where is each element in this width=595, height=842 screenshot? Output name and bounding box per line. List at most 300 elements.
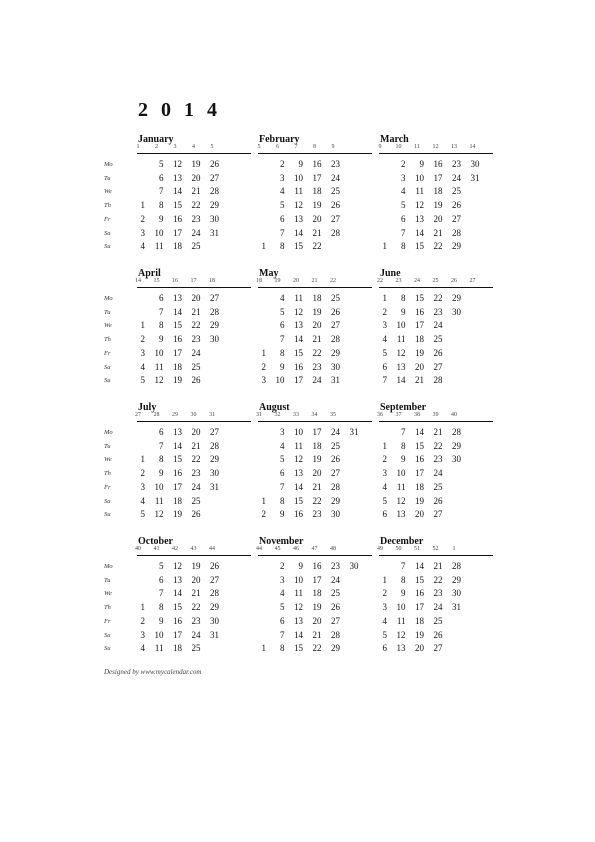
day-cell: 21 <box>312 481 322 492</box>
day-cell: 13 <box>294 615 303 626</box>
day-cell: 19 <box>312 200 322 211</box>
day-cell: 29 <box>210 454 219 465</box>
day-cell: 26 <box>331 454 340 465</box>
day-cell: 5 <box>280 200 285 211</box>
day-cell: 19 <box>415 629 424 640</box>
day-cell: 14 <box>415 427 424 437</box>
day-cell: 21 <box>433 561 443 571</box>
day-cell: 9 <box>401 454 406 465</box>
day-cell: 28 <box>210 440 219 451</box>
day-cell: 13 <box>173 172 182 183</box>
week-number: 31 <box>256 412 262 418</box>
day-cell: 5 <box>140 375 145 386</box>
day-cell: 31 <box>331 375 340 386</box>
day-cell: 17 <box>312 172 322 183</box>
week-number: 13 <box>451 144 457 150</box>
day-cell: 15 <box>173 602 182 613</box>
day-cell: 18 <box>312 293 322 303</box>
day-cell: 18 <box>173 241 182 252</box>
day-cell: 12 <box>154 375 164 386</box>
day-cell: 9 <box>298 159 303 169</box>
day-cell: 11 <box>396 334 406 345</box>
day-cell: 15 <box>415 440 424 451</box>
month-name: February <box>259 134 300 145</box>
day-cell: 23 <box>331 159 340 169</box>
day-cell: 27 <box>433 509 443 520</box>
day-cell: 20 <box>191 293 201 303</box>
day-cell: 7 <box>401 427 406 437</box>
day-cell: 18 <box>312 186 322 197</box>
day-cell: 6 <box>280 213 285 224</box>
month-name: July <box>138 402 157 413</box>
day-cell: 14 <box>294 629 303 640</box>
day-cell: 14 <box>173 588 182 599</box>
day-cell: 13 <box>294 468 303 479</box>
day-cell: 16 <box>415 588 424 599</box>
day-cell: 25 <box>331 186 340 197</box>
day-cell: 19 <box>312 602 322 613</box>
week-number: 9 <box>378 144 382 150</box>
day-cell: 26 <box>433 629 443 640</box>
day-cell: 8 <box>401 440 406 451</box>
day-cell: 2 <box>140 615 145 626</box>
day-cell: 24 <box>312 375 322 386</box>
day-cell: 9 <box>159 468 164 479</box>
week-number: 44 <box>256 546 262 552</box>
day-cell: 22 <box>433 293 443 303</box>
week-number: 18 <box>256 278 262 284</box>
day-cell: 13 <box>173 293 182 303</box>
day-cell: 15 <box>415 241 424 252</box>
day-cell: 27 <box>210 427 219 437</box>
month-name: October <box>138 536 173 547</box>
day-cell: 1 <box>140 602 145 613</box>
day-cell: 2 <box>382 306 387 317</box>
day-cell: 12 <box>154 509 164 520</box>
day-cell: 16 <box>173 468 182 479</box>
day-cell: 27 <box>331 468 340 479</box>
day-cell: 1 <box>140 454 145 465</box>
designer-credit: Designed by www.mycalendar.com <box>104 668 202 676</box>
day-cell: 4 <box>382 481 387 492</box>
day-cell: 25 <box>191 241 201 252</box>
week-number: 51 <box>414 546 420 552</box>
day-cell: 11 <box>294 186 303 197</box>
day-cell: 25 <box>331 588 340 599</box>
day-cell: 29 <box>452 574 461 585</box>
day-cell: 17 <box>173 481 182 492</box>
day-cell: 14 <box>415 561 424 571</box>
day-cell: 22 <box>191 200 201 211</box>
day-cell: 1 <box>261 643 266 654</box>
week-number: 52 <box>432 546 439 552</box>
day-cell: 8 <box>401 241 406 252</box>
day-cell: 18 <box>173 643 182 654</box>
day-cell: 31 <box>210 227 219 238</box>
week-number: 32 <box>274 412 281 418</box>
day-cell: 20 <box>312 320 322 331</box>
day-cell: 13 <box>294 213 303 224</box>
day-cell: 8 <box>159 200 164 211</box>
day-cell: 12 <box>294 306 303 317</box>
day-cell: 29 <box>452 293 461 303</box>
day-cell: 30 <box>210 615 219 626</box>
day-cell: 11 <box>154 495 164 506</box>
weekday-label: Th <box>104 336 111 344</box>
day-cell: 5 <box>280 306 285 317</box>
day-cell: 2 <box>280 561 285 571</box>
day-cell: 7 <box>159 588 164 599</box>
weekday-label: Su <box>104 377 111 385</box>
day-cell: 22 <box>433 440 443 451</box>
day-cell: 31 <box>470 172 480 183</box>
day-cell: 9 <box>280 509 285 520</box>
day-cell: 5 <box>401 200 406 211</box>
day-cell: 17 <box>312 574 322 585</box>
day-cell: 26 <box>191 375 201 386</box>
day-cell: 2 <box>382 588 387 599</box>
day-cell: 4 <box>140 495 145 506</box>
day-cell: 14 <box>294 227 303 238</box>
day-cell: 29 <box>210 200 219 211</box>
day-cell: 9 <box>419 159 424 169</box>
weekday-label: Sa <box>104 497 111 505</box>
weekday-label: Mo <box>104 161 113 168</box>
week-number: 16 <box>172 278 178 284</box>
week-number: 20 <box>293 278 299 284</box>
day-cell: 18 <box>173 361 182 372</box>
day-cell: 29 <box>210 320 219 331</box>
weekday-label: Tu <box>104 576 111 584</box>
day-cell: 19 <box>312 454 322 465</box>
day-cell: 27 <box>331 615 340 626</box>
day-cell: 7 <box>401 561 406 571</box>
day-cell: 17 <box>415 602 424 613</box>
day-cell: 5 <box>159 561 164 571</box>
week-number: 28 <box>153 412 160 418</box>
week-number: 31 <box>209 412 215 418</box>
day-cell: 13 <box>173 574 182 585</box>
week-number: 17 <box>190 278 197 284</box>
day-cell: 4 <box>382 334 387 345</box>
day-cell: 20 <box>415 509 424 520</box>
day-cell: 3 <box>140 227 145 238</box>
day-cell: 2 <box>261 509 266 520</box>
day-cell: 4 <box>280 588 285 599</box>
day-cell: 18 <box>312 588 322 599</box>
week-number: 42 <box>172 546 178 552</box>
weekday-label: We <box>104 188 112 196</box>
week-number: 37 <box>395 412 402 418</box>
day-cell: 11 <box>154 361 164 372</box>
day-cell: 1 <box>140 320 145 331</box>
week-divider <box>137 555 251 556</box>
day-cell: 10 <box>396 602 406 613</box>
day-cell: 2 <box>382 454 387 465</box>
day-cell: 23 <box>191 615 201 626</box>
day-cell: 17 <box>415 468 424 479</box>
weekday-label: Sa <box>104 363 111 371</box>
day-cell: 14 <box>415 227 424 238</box>
day-cell: 15 <box>173 454 182 465</box>
day-cell: 18 <box>312 440 322 451</box>
weekday-label: Sa <box>104 631 111 639</box>
day-cell: 26 <box>210 561 219 571</box>
day-cell: 3 <box>140 481 145 492</box>
day-cell: 10 <box>396 320 406 331</box>
month-name: September <box>380 402 427 413</box>
day-cell: 19 <box>415 347 424 358</box>
day-cell: 19 <box>415 495 424 506</box>
day-cell: 7 <box>280 629 285 640</box>
day-cell: 13 <box>415 213 424 224</box>
day-cell: 29 <box>331 643 340 654</box>
day-cell: 16 <box>294 509 303 520</box>
day-cell: 30 <box>452 588 461 599</box>
month-name: December <box>380 536 424 547</box>
day-cell: 25 <box>331 293 340 303</box>
day-cell: 27 <box>433 643 443 654</box>
day-cell: 16 <box>415 454 424 465</box>
weekday-label: Su <box>104 243 111 251</box>
day-cell: 10 <box>154 227 164 238</box>
day-cell: 29 <box>452 440 461 451</box>
day-cell: 11 <box>396 615 406 626</box>
day-cell: 29 <box>331 495 340 506</box>
day-cell: 17 <box>294 375 303 386</box>
week-divider <box>379 153 493 154</box>
day-cell: 19 <box>433 200 443 211</box>
day-cell: 3 <box>280 574 285 585</box>
week-number: 29 <box>172 412 178 418</box>
day-cell: 20 <box>312 615 322 626</box>
day-cell: 12 <box>173 159 182 169</box>
day-cell: 21 <box>191 588 201 599</box>
day-cell: 8 <box>159 320 164 331</box>
day-cell: 22 <box>312 347 322 358</box>
day-cell: 26 <box>433 495 443 506</box>
week-number: 12 <box>432 144 439 150</box>
day-cell: 25 <box>191 361 201 372</box>
day-cell: 18 <box>433 186 443 197</box>
day-cell: 3 <box>261 375 266 386</box>
day-cell: 27 <box>452 213 461 224</box>
day-cell: 4 <box>140 241 145 252</box>
week-number: 15 <box>153 278 160 284</box>
week-number: 18 <box>209 278 215 284</box>
day-cell: 28 <box>452 227 461 238</box>
day-cell: 16 <box>415 306 424 317</box>
day-cell: 31 <box>210 481 219 492</box>
weekday-label: Th <box>104 202 111 210</box>
weekday-label: Tu <box>104 442 111 450</box>
week-number: 21 <box>311 278 318 284</box>
day-cell: 14 <box>294 481 303 492</box>
day-cell: 6 <box>280 468 285 479</box>
week-divider <box>379 555 493 556</box>
day-cell: 8 <box>280 643 285 654</box>
day-cell: 9 <box>159 615 164 626</box>
day-cell: 3 <box>382 320 387 331</box>
day-cell: 23 <box>452 159 461 169</box>
day-cell: 31 <box>349 427 359 437</box>
day-cell: 22 <box>312 241 322 252</box>
day-cell: 18 <box>173 495 182 506</box>
day-cell: 7 <box>159 440 164 451</box>
day-cell: 19 <box>173 375 182 386</box>
day-cell: 10 <box>415 172 424 183</box>
weekday-label: We <box>104 322 112 330</box>
weekday-label: Mo <box>104 295 113 302</box>
week-divider <box>379 421 493 422</box>
day-cell: 18 <box>415 481 424 492</box>
week-number: 25 <box>432 278 439 284</box>
month-name: January <box>138 134 174 145</box>
week-number: 48 <box>330 546 336 552</box>
day-cell: 24 <box>433 468 443 479</box>
day-cell: 21 <box>312 227 322 238</box>
day-cell: 12 <box>294 602 303 613</box>
day-cell: 5 <box>159 159 164 169</box>
week-number: 19 <box>274 278 281 284</box>
day-cell: 10 <box>154 347 164 358</box>
day-cell: 1 <box>261 241 266 252</box>
day-cell: 7 <box>382 375 387 386</box>
day-cell: 23 <box>191 468 201 479</box>
day-cell: 14 <box>294 334 303 345</box>
day-cell: 25 <box>331 440 340 451</box>
day-cell: 30 <box>452 454 461 465</box>
day-cell: 10 <box>294 427 303 437</box>
day-cell: 7 <box>280 334 285 345</box>
day-cell: 7 <box>401 227 406 238</box>
day-cell: 24 <box>452 172 461 183</box>
day-cell: 5 <box>382 347 387 358</box>
day-cell: 4 <box>401 186 406 197</box>
week-number: 36 <box>377 412 383 418</box>
week-number: 40 <box>451 412 457 418</box>
day-cell: 25 <box>191 643 201 654</box>
day-cell: 28 <box>433 375 443 386</box>
month-name: August <box>259 402 290 413</box>
day-cell: 22 <box>433 241 443 252</box>
day-cell: 8 <box>159 454 164 465</box>
day-cell: 22 <box>191 602 201 613</box>
day-cell: 8 <box>280 241 285 252</box>
week-divider <box>137 153 251 154</box>
day-cell: 27 <box>210 172 219 183</box>
day-cell: 7 <box>280 481 285 492</box>
day-cell: 16 <box>173 213 182 224</box>
day-cell: 28 <box>331 629 340 640</box>
weekday-label: Fr <box>104 617 111 625</box>
day-cell: 15 <box>415 574 424 585</box>
day-cell: 4 <box>280 440 285 451</box>
week-number: 39 <box>432 412 439 418</box>
day-cell: 24 <box>191 227 201 238</box>
day-cell: 15 <box>294 495 303 506</box>
day-cell: 11 <box>415 186 424 197</box>
day-cell: 24 <box>191 629 201 640</box>
day-cell: 7 <box>159 186 164 197</box>
day-cell: 6 <box>382 643 387 654</box>
day-cell: 28 <box>452 427 461 437</box>
day-cell: 6 <box>280 615 285 626</box>
day-cell: 18 <box>415 334 424 345</box>
day-cell: 2 <box>140 334 145 345</box>
day-cell: 20 <box>312 213 322 224</box>
month-name: April <box>138 268 161 279</box>
day-cell: 8 <box>401 574 406 585</box>
week-number: 10 <box>395 144 402 150</box>
day-cell: 30 <box>210 213 219 224</box>
day-cell: 20 <box>415 361 424 372</box>
day-cell: 16 <box>312 561 322 571</box>
month-name: November <box>259 536 304 547</box>
week-number: 6 <box>276 144 279 150</box>
day-cell: 24 <box>331 172 340 183</box>
day-cell: 10 <box>275 375 285 386</box>
day-cell: 9 <box>298 561 303 571</box>
day-cell: 19 <box>173 509 182 520</box>
day-cell: 28 <box>331 481 340 492</box>
day-cell: 3 <box>382 602 387 613</box>
day-cell: 3 <box>401 172 406 183</box>
week-number: 3 <box>173 144 177 150</box>
week-number: 24 <box>414 278 420 284</box>
day-cell: 26 <box>331 602 340 613</box>
day-cell: 25 <box>433 334 443 345</box>
day-cell: 4 <box>280 293 285 303</box>
day-cell: 13 <box>396 509 406 520</box>
day-cell: 14 <box>173 306 182 317</box>
day-cell: 21 <box>433 227 443 238</box>
weekday-label: Th <box>104 470 111 478</box>
day-cell: 26 <box>210 159 219 169</box>
day-cell: 28 <box>331 334 340 345</box>
day-cell: 24 <box>191 481 201 492</box>
day-cell: 5 <box>280 454 285 465</box>
day-cell: 11 <box>294 588 303 599</box>
week-number: 46 <box>293 546 299 552</box>
day-cell: 10 <box>154 481 164 492</box>
week-number: 9 <box>331 144 335 150</box>
day-cell: 1 <box>261 347 266 358</box>
week-number: 40 <box>135 546 141 552</box>
week-divider <box>137 287 251 288</box>
day-cell: 19 <box>312 306 322 317</box>
week-number: 7 <box>294 144 298 150</box>
day-cell: 8 <box>280 347 285 358</box>
day-cell: 23 <box>312 361 322 372</box>
week-number: 4 <box>192 144 195 150</box>
day-cell: 8 <box>401 293 406 303</box>
week-divider <box>258 421 372 422</box>
week-number: 45 <box>274 546 281 552</box>
day-cell: 12 <box>396 629 406 640</box>
day-cell: 30 <box>452 306 461 317</box>
week-number: 11 <box>414 144 420 150</box>
day-cell: 23 <box>433 454 443 465</box>
day-cell: 27 <box>210 293 219 303</box>
day-cell: 23 <box>312 509 322 520</box>
week-number: 22 <box>377 278 383 284</box>
week-divider <box>258 555 372 556</box>
day-cell: 5 <box>280 602 285 613</box>
day-cell: 2 <box>280 159 285 169</box>
day-cell: 25 <box>452 186 461 197</box>
day-cell: 1 <box>261 495 266 506</box>
